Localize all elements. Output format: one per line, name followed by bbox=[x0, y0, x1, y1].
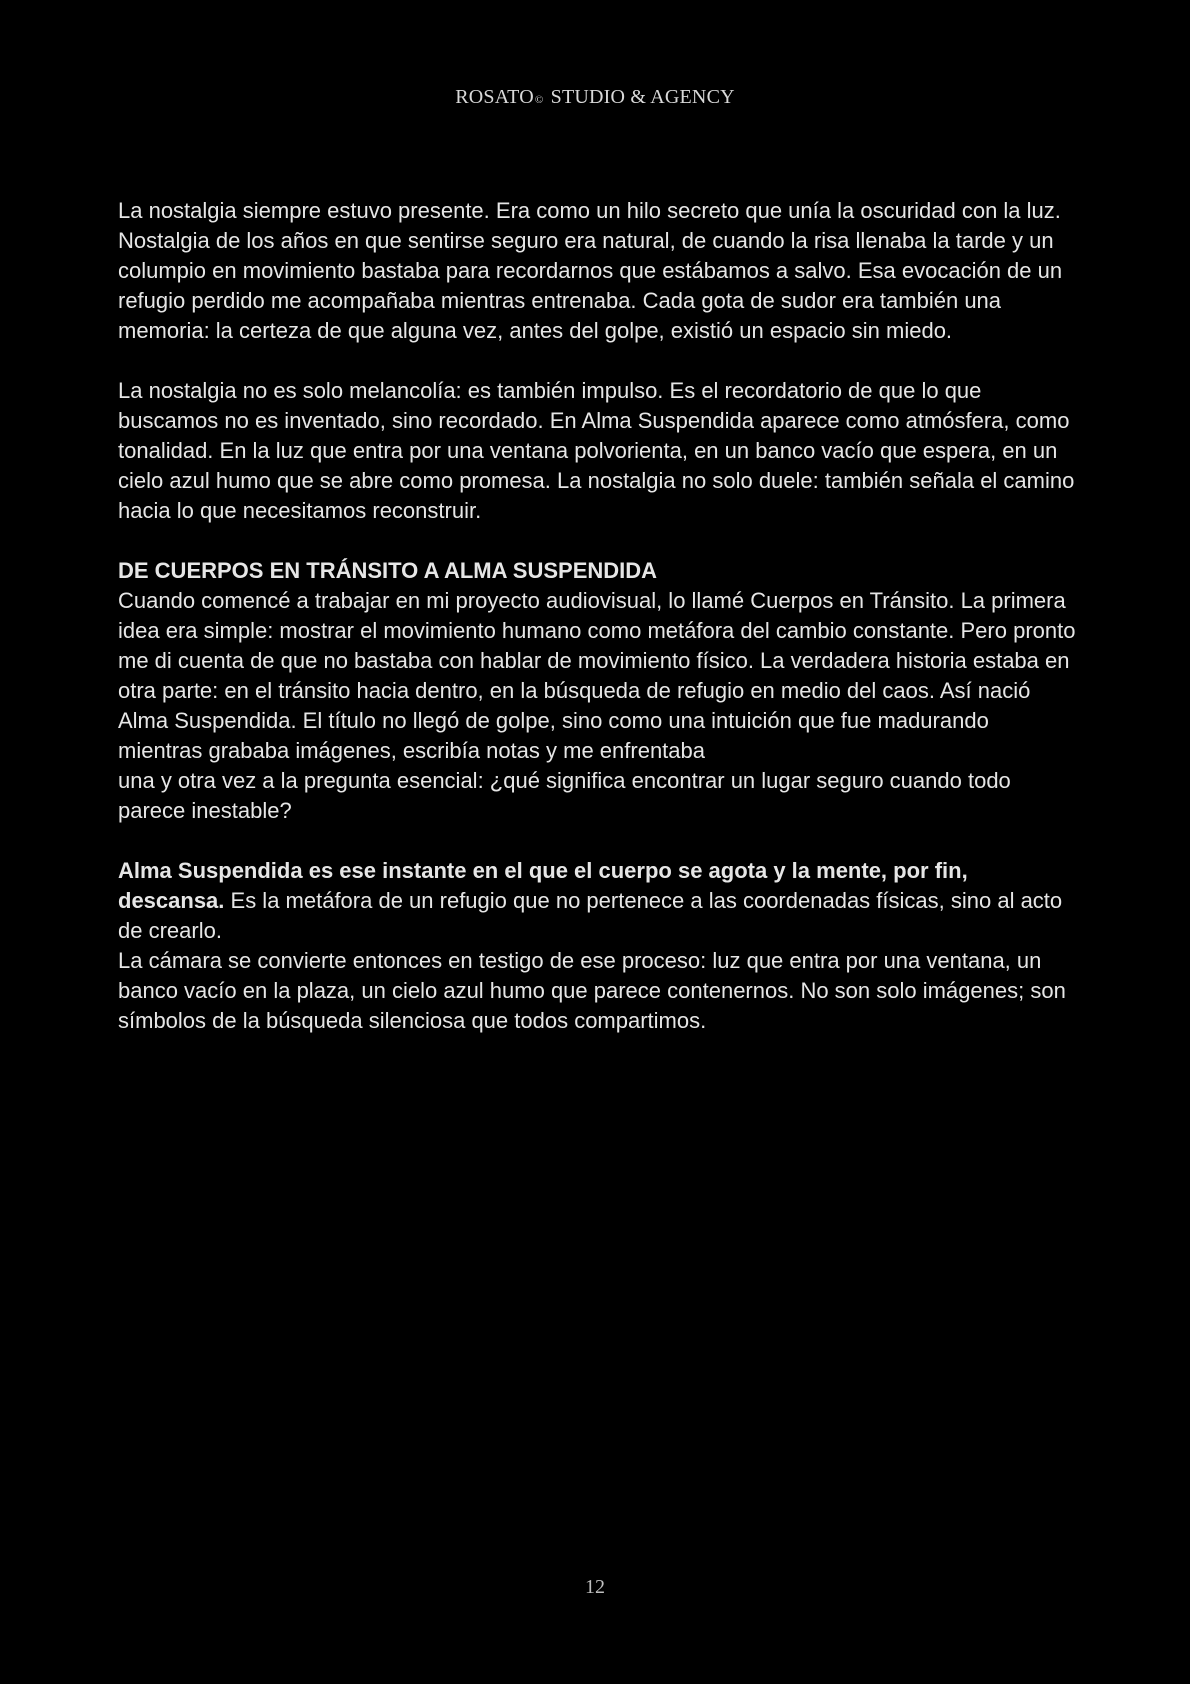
brand-suffix: STUDIO & AGENCY bbox=[550, 86, 735, 108]
paragraph-alma-suspendida bbox=[118, 856, 1078, 946]
paragraph-nostalgia-intro: La nostalgia siempre estuvo presente. Era como un hilo secreto que unía la oscuridad con la luz. Nostalgia de los años en que sentirse seguro era natural, de cuando la risa llenaba la tarde y un columpio en movimiento bastaba para recordarnos que estábamos a salvo. Esa evocación de un refugio perdido me acompañaba mientras entrenaba. Cada gota de sudor era también una memoria: la certeza de que alguna vez, antes del golpe, existió un espacio sin miedo. bbox=[118, 198, 1063, 343]
paragraph-nostalgia-impulse: La nostalgia no es solo melancolía: es también impulso. Es el recordatorio de que lo que buscamos no es inventado, sino recordado. En Alma Suspendida aparece como atmósfera, como tonalidad. En la luz que entra por una ventana polvorienta, en un banco vacío que espera, en un cielo azul humo que se abre como promesa. La nostalgia no solo duele: también señala el camino hacia lo que necesitamos reconstruir. bbox=[118, 378, 1075, 523]
paragraph-alma-rest: Es la metáfora de un refugio que no pertenece a las coordenadas físicas, sino al acto de crearlo. bbox=[118, 888, 1063, 943]
paragraph-camera-witness: La cámara se convierte entonces en testigo de ese proceso: luz que entra por una ventana, un banco vacío en la plaza, un cielo azul humo que parece contenernos. No son solo imágenes; son símbolos de la búsqueda silenciosa que todos compartimos. bbox=[118, 948, 1066, 1033]
paragraph-project-origin: Cuando comencé a trabajar en mi proyecto audiovisual, lo llamé Cuerpos en Tránsito. La primera idea era simple: mostrar el movimiento humano como metáfora del cambio constante. Pero pronto me di cuenta de que no bastaba con hablar de movimiento físico. La verdadera historia estaba en otra parte: en el tránsito hacia dentro, en la búsqueda de refugio en medio del caos. Así nació Alma Suspendida. El título no llegó de golpe, sino como una intuición que fue madurando mientras grababa imágenes, escribía notas y me enfrentaba bbox=[118, 588, 1076, 763]
brand-name: ROSATO bbox=[455, 86, 534, 108]
page-header bbox=[0, 86, 1190, 109]
copyright-symbol: © bbox=[534, 94, 544, 106]
section-heading: DE CUERPOS EN TRÁNSITO A ALMA SUSPENDIDA bbox=[118, 558, 658, 583]
paragraph-alma-bold: Alma Suspendida es ese instante en el que el cuerpo se agota y la mente, por fin, descansa. bbox=[118, 858, 968, 913]
document-body bbox=[118, 196, 1078, 1066]
paragraph-project-question: una y otra vez a la pregunta esencial: ¿qué significa encontrar un lugar seguro cuando todo parece inestable? bbox=[118, 768, 1011, 823]
page-number: 12 bbox=[585, 1576, 605, 1598]
